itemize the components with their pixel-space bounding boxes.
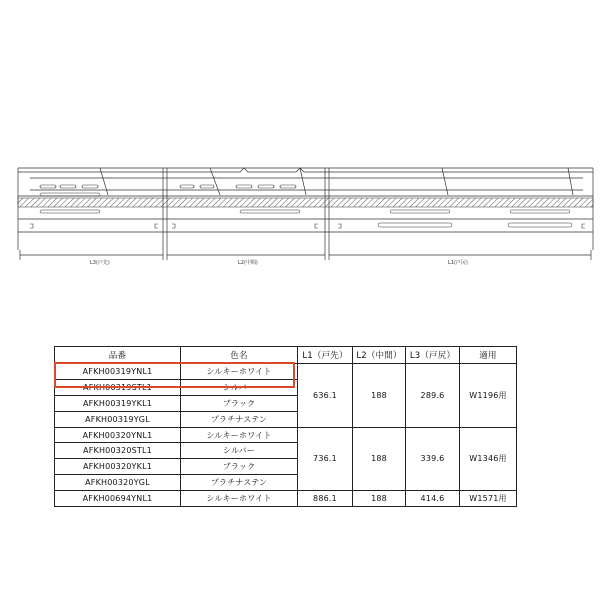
color-name-cell: シルバー xyxy=(181,443,298,459)
color-name-cell: ブラック xyxy=(181,395,298,411)
header-color-name: 色名 xyxy=(181,347,298,364)
header-l1: L1（戸先） xyxy=(298,347,353,364)
part-number-cell: AFKH00320YNL1 xyxy=(55,427,181,443)
l1-cell: 636.1 xyxy=(298,364,353,428)
part-number-cell: AFKH00320YGL xyxy=(55,475,181,491)
table-header-row xyxy=(55,347,517,364)
header-part-number: 品番 xyxy=(55,347,181,364)
l2-cell: 188 xyxy=(353,364,406,428)
color-name-cell: プラチナステン xyxy=(181,475,298,491)
l1-cell: 886.1 xyxy=(298,491,353,507)
part-number-cell: AFKH00320STL1 xyxy=(55,443,181,459)
l2-cell: 188 xyxy=(353,491,406,507)
part-number-cell: AFKH00319YNL1 xyxy=(55,364,181,380)
color-name-cell: シルキーホワイト xyxy=(181,491,298,507)
header-l3: L3（戸尻） xyxy=(406,347,460,364)
header-applies: 適用 xyxy=(460,347,517,364)
table-row xyxy=(55,427,517,443)
part-number-cell: AFKH00694YNL1 xyxy=(55,491,181,507)
header-l2: L2（中間） xyxy=(353,347,406,364)
l1-cell: 736.1 xyxy=(298,427,353,491)
table-row xyxy=(55,364,517,380)
color-name-cell: プラチナステン xyxy=(181,411,298,427)
color-name-cell: シルバー xyxy=(181,379,298,395)
dim-label-l3: L3(戸先) xyxy=(90,260,110,266)
l3-cell: 339.6 xyxy=(406,427,460,491)
dim-label-l2: L2(中間) xyxy=(238,260,258,266)
part-number-cell: AFKH00319YGL xyxy=(55,411,181,427)
part-number-cell: AFKH00319YKL1 xyxy=(55,395,181,411)
color-name-cell: シルキーホワイト xyxy=(181,364,298,380)
part-number-cell: AFKH00319STL1 xyxy=(55,379,181,395)
dim-label-l1: L1(戸尻) xyxy=(448,260,468,266)
applies-cell: W1571用 xyxy=(460,491,517,507)
l2-cell: 188 xyxy=(353,427,406,491)
l3-cell: 289.6 xyxy=(406,364,460,428)
color-name-cell: シルキーホワイト xyxy=(181,427,298,443)
color-name-cell: ブラック xyxy=(181,459,298,475)
part-number-cell: AFKH00320YKL1 xyxy=(55,459,181,475)
applies-cell: W1346用 xyxy=(460,427,517,491)
table-row xyxy=(55,491,517,507)
spec-table xyxy=(54,346,517,507)
applies-cell: W1196用 xyxy=(460,364,517,428)
l3-cell: 414.6 xyxy=(406,491,460,507)
